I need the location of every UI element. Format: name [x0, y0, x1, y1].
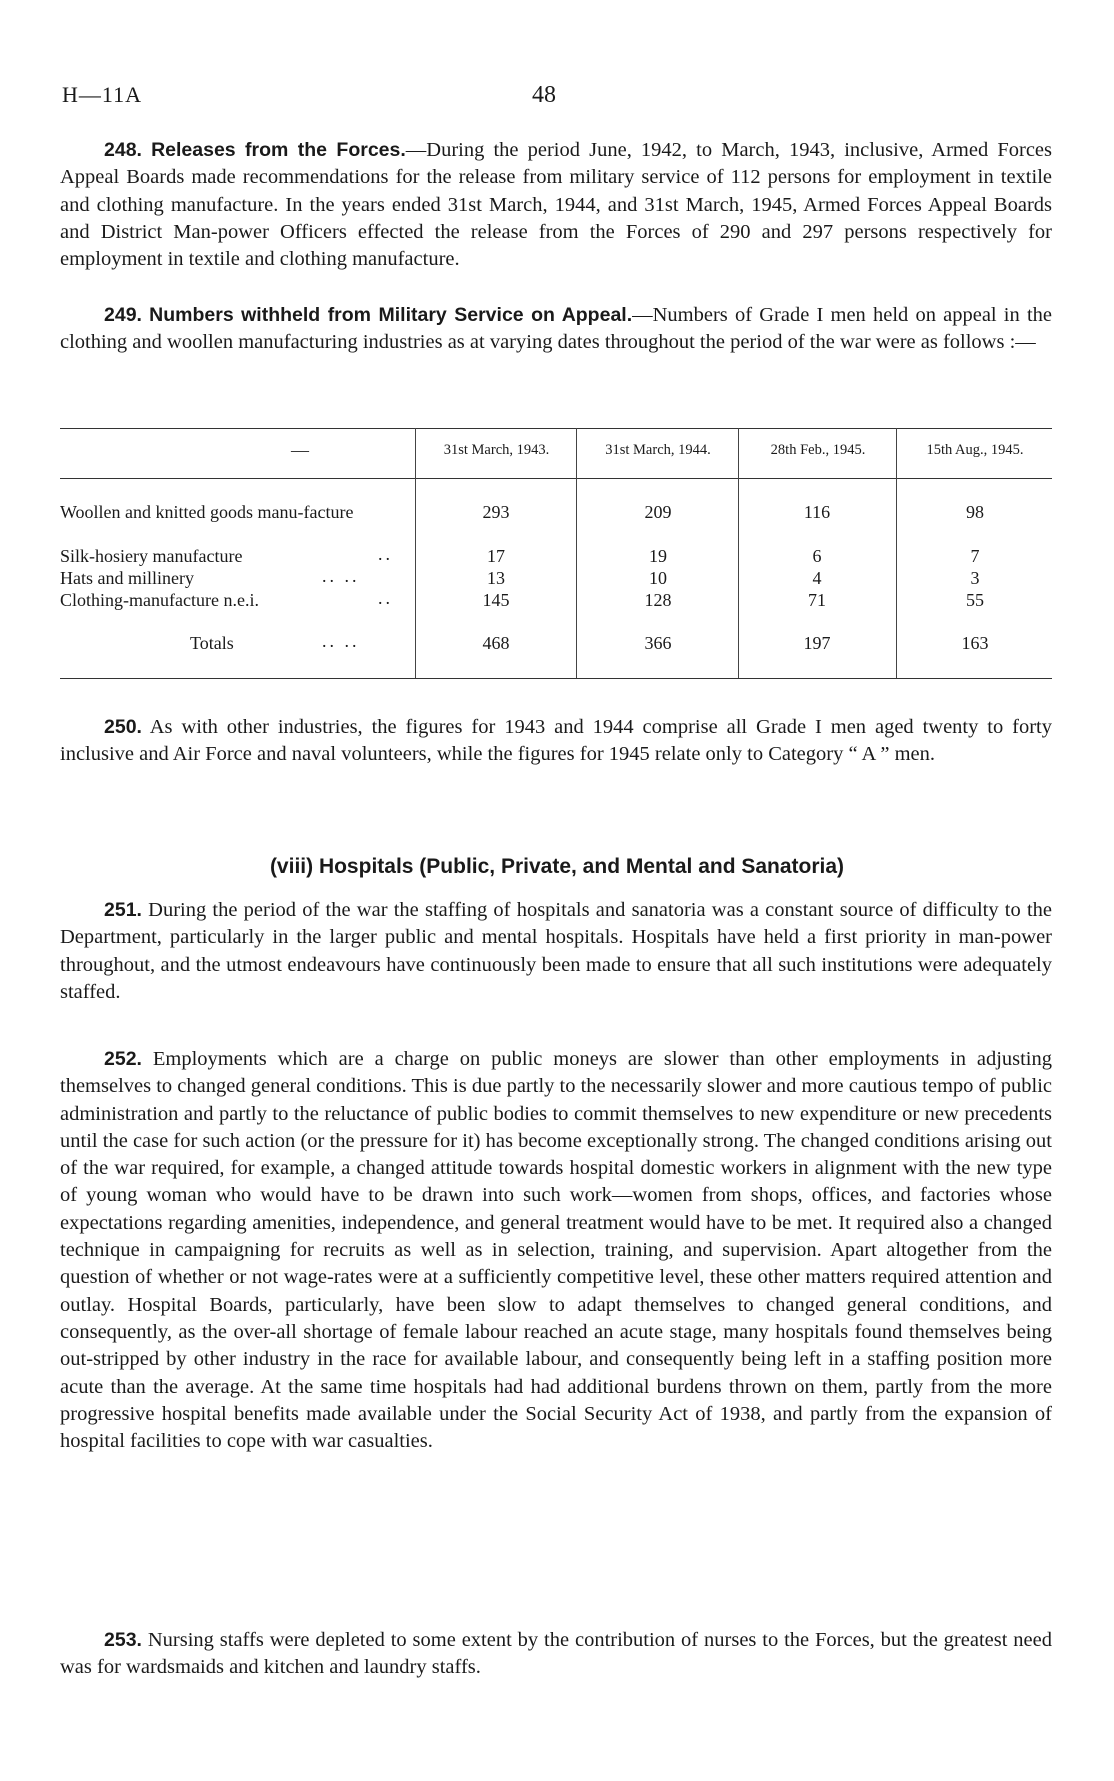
table-cell: 7 [970, 546, 980, 566]
paragraph-heading: Numbers withheld from Military Service on Appeal. [149, 304, 633, 326]
table-divider [738, 428, 739, 678]
paragraph-number: 250. [104, 716, 142, 738]
table-divider [576, 428, 577, 678]
totals-cell: 468 [482, 633, 510, 653]
paragraph-number: 249. [104, 304, 142, 326]
paragraph-252 [60, 1046, 1052, 1455]
leader-dots: .. .. [322, 631, 360, 651]
table-cell: 55 [966, 590, 984, 610]
column-header: 15th Aug., 1945. [926, 442, 1024, 458]
leader-dots: .. .. [322, 566, 360, 586]
column-header: 31st March, 1943. [443, 442, 550, 458]
table-cell: 10 [649, 568, 667, 588]
paragraph-number: 252. [104, 1048, 142, 1070]
table-cell: 17 [487, 546, 505, 566]
paragraph-251 [60, 897, 1052, 1006]
totals-cell: 197 [803, 633, 831, 653]
totals-cell: 366 [644, 633, 672, 653]
paragraph-number: 248. [104, 139, 142, 161]
row-label: Woollen and knitted goods manu-facture [60, 502, 354, 522]
table-cell: 145 [482, 590, 510, 610]
table-cell: 116 [803, 502, 831, 522]
row-label: Clothing-manufacture n.e.i. [60, 590, 259, 610]
row-label: Silk-hosiery manufacture [60, 546, 243, 566]
withheld-numbers-table [60, 428, 1052, 680]
paragraph-249 [60, 302, 1052, 357]
paragraph-248 [60, 137, 1052, 273]
paragraph-text: During the period of the war the staffing of hospitals and sanatoria was a constant source of difficulty to the Department, particularly in the larger public and mental hospitals. Hospitals have held a first priority in man-power throughout, and the utmost endeavours have continuously been made to ensure that all such institutions were adequately staffed. [60, 899, 1052, 1003]
row-label: Hats and millinery [60, 568, 194, 588]
paragraph-text: —Numbers of Grade I men held on appeal in the clothing and woollen manufacturing industries as at varying dates throughout the period of the war were as follows :— [60, 304, 1052, 354]
table-cell: 71 [808, 590, 826, 610]
table-cell: 6 [812, 546, 822, 566]
paragraph-text: As with other industries, the figures for 1943 and 1944 comprise all Grade I men aged twenty to forty inclusive and Air Force and naval volunteers, while the figures for 1945 relate only to Category “ A ” men. [60, 716, 1052, 766]
table-corner-dash: — [291, 440, 309, 460]
column-header: 31st March, 1944. [605, 442, 711, 458]
table-cell: 128 [644, 590, 672, 610]
table-cell: 13 [487, 568, 505, 588]
table-divider [415, 428, 416, 678]
paragraph-text: Nursing staffs were depleted to some extent by the contribution of nurses to the Forces, but the greatest need was for wardsmaids and kitchen and laundry staffs. [60, 1629, 1053, 1679]
document-code: H—11A [62, 82, 142, 107]
paragraph-heading: Releases from the Forces. [151, 139, 406, 161]
leader-dots: .. [378, 588, 393, 608]
paragraph-number: 253. [104, 1629, 142, 1651]
table-cell: 4 [812, 568, 822, 588]
table-cell: 209 [644, 502, 672, 522]
table-cell: 19 [649, 546, 667, 566]
table-cell: 3 [970, 568, 980, 588]
column-header: 28th Feb., 1945. [770, 442, 866, 458]
paragraph-number: 251. [104, 899, 142, 921]
table-rule [60, 478, 1052, 479]
paragraph-text: Employments which are a charge on public moneys are slower than other employments in adjusting themselves to changed general conditions. This is due partly to the necessarily slower and more cautious tempo of public administration and partly to the reluctance of public bodies to commit themselves to new expenditure or new precedents until the case for such action (or the pressure for it) has become exceptionally strong. The changed conditions arising out of the war required, for example, a changed attitude towards hospital domestic workers in alignment with the new type of young woman who would have to be drawn into such work—women from shops, offices, and factories whose expectations regarding amenities, independence, and general treatment would have to be met. It required also a changed technique in campaigning for recruits as well as in selection, training, and supervision. Apart altogether from the question of whether or not wage-rates were at a sufficiently competitive level, these other matters required attention and outlay. Hospital Boards, particularly, have been slow to adapt themselves to changed general conditions, and consequently, as the over-all shortage of female labour reached an acute stage, many hospitals found themselves being out-stripped by other industry in the race for available labour, and consequently being left in a staffing position more acute than the average. At the same time hospitals had had additional burdens thrown on them, partly from the more progressive hospital benefits made available under the Social Security Act of 1938, and partly from the expansion of hospital facilities to cope with war casualties. [60, 1048, 1053, 1453]
totals-label: Totals [190, 633, 234, 653]
paragraph-text: —During the period June, 1942, to March, 1943, inclusive, Armed Forces Appeal Boards made recommendations for the release from military service of 112 persons for employment in textile and clothing manufacture. In the years ended 31st March, 1944, and 31st March, 1945, Armed Forces Appeal Boards and District Man-power Officers effected the release from the Forces of 290 and 297 persons respectively for employment in textile and clothing manufacture. [60, 139, 1052, 271]
table-rule [60, 678, 1052, 679]
totals-cell: 163 [961, 633, 989, 653]
table-cell: 98 [966, 502, 984, 522]
paragraph-253 [60, 1627, 1052, 1682]
table-divider [896, 428, 897, 678]
table-rule [60, 428, 1052, 429]
leader-dots: .. [378, 544, 393, 564]
section-heading: (viii) Hospitals (Public, Private, and Mental and Sanatoria) [269, 855, 845, 878]
page-number: 48 [532, 82, 556, 108]
table-cell: 293 [482, 502, 510, 522]
paragraph-250 [60, 714, 1052, 769]
